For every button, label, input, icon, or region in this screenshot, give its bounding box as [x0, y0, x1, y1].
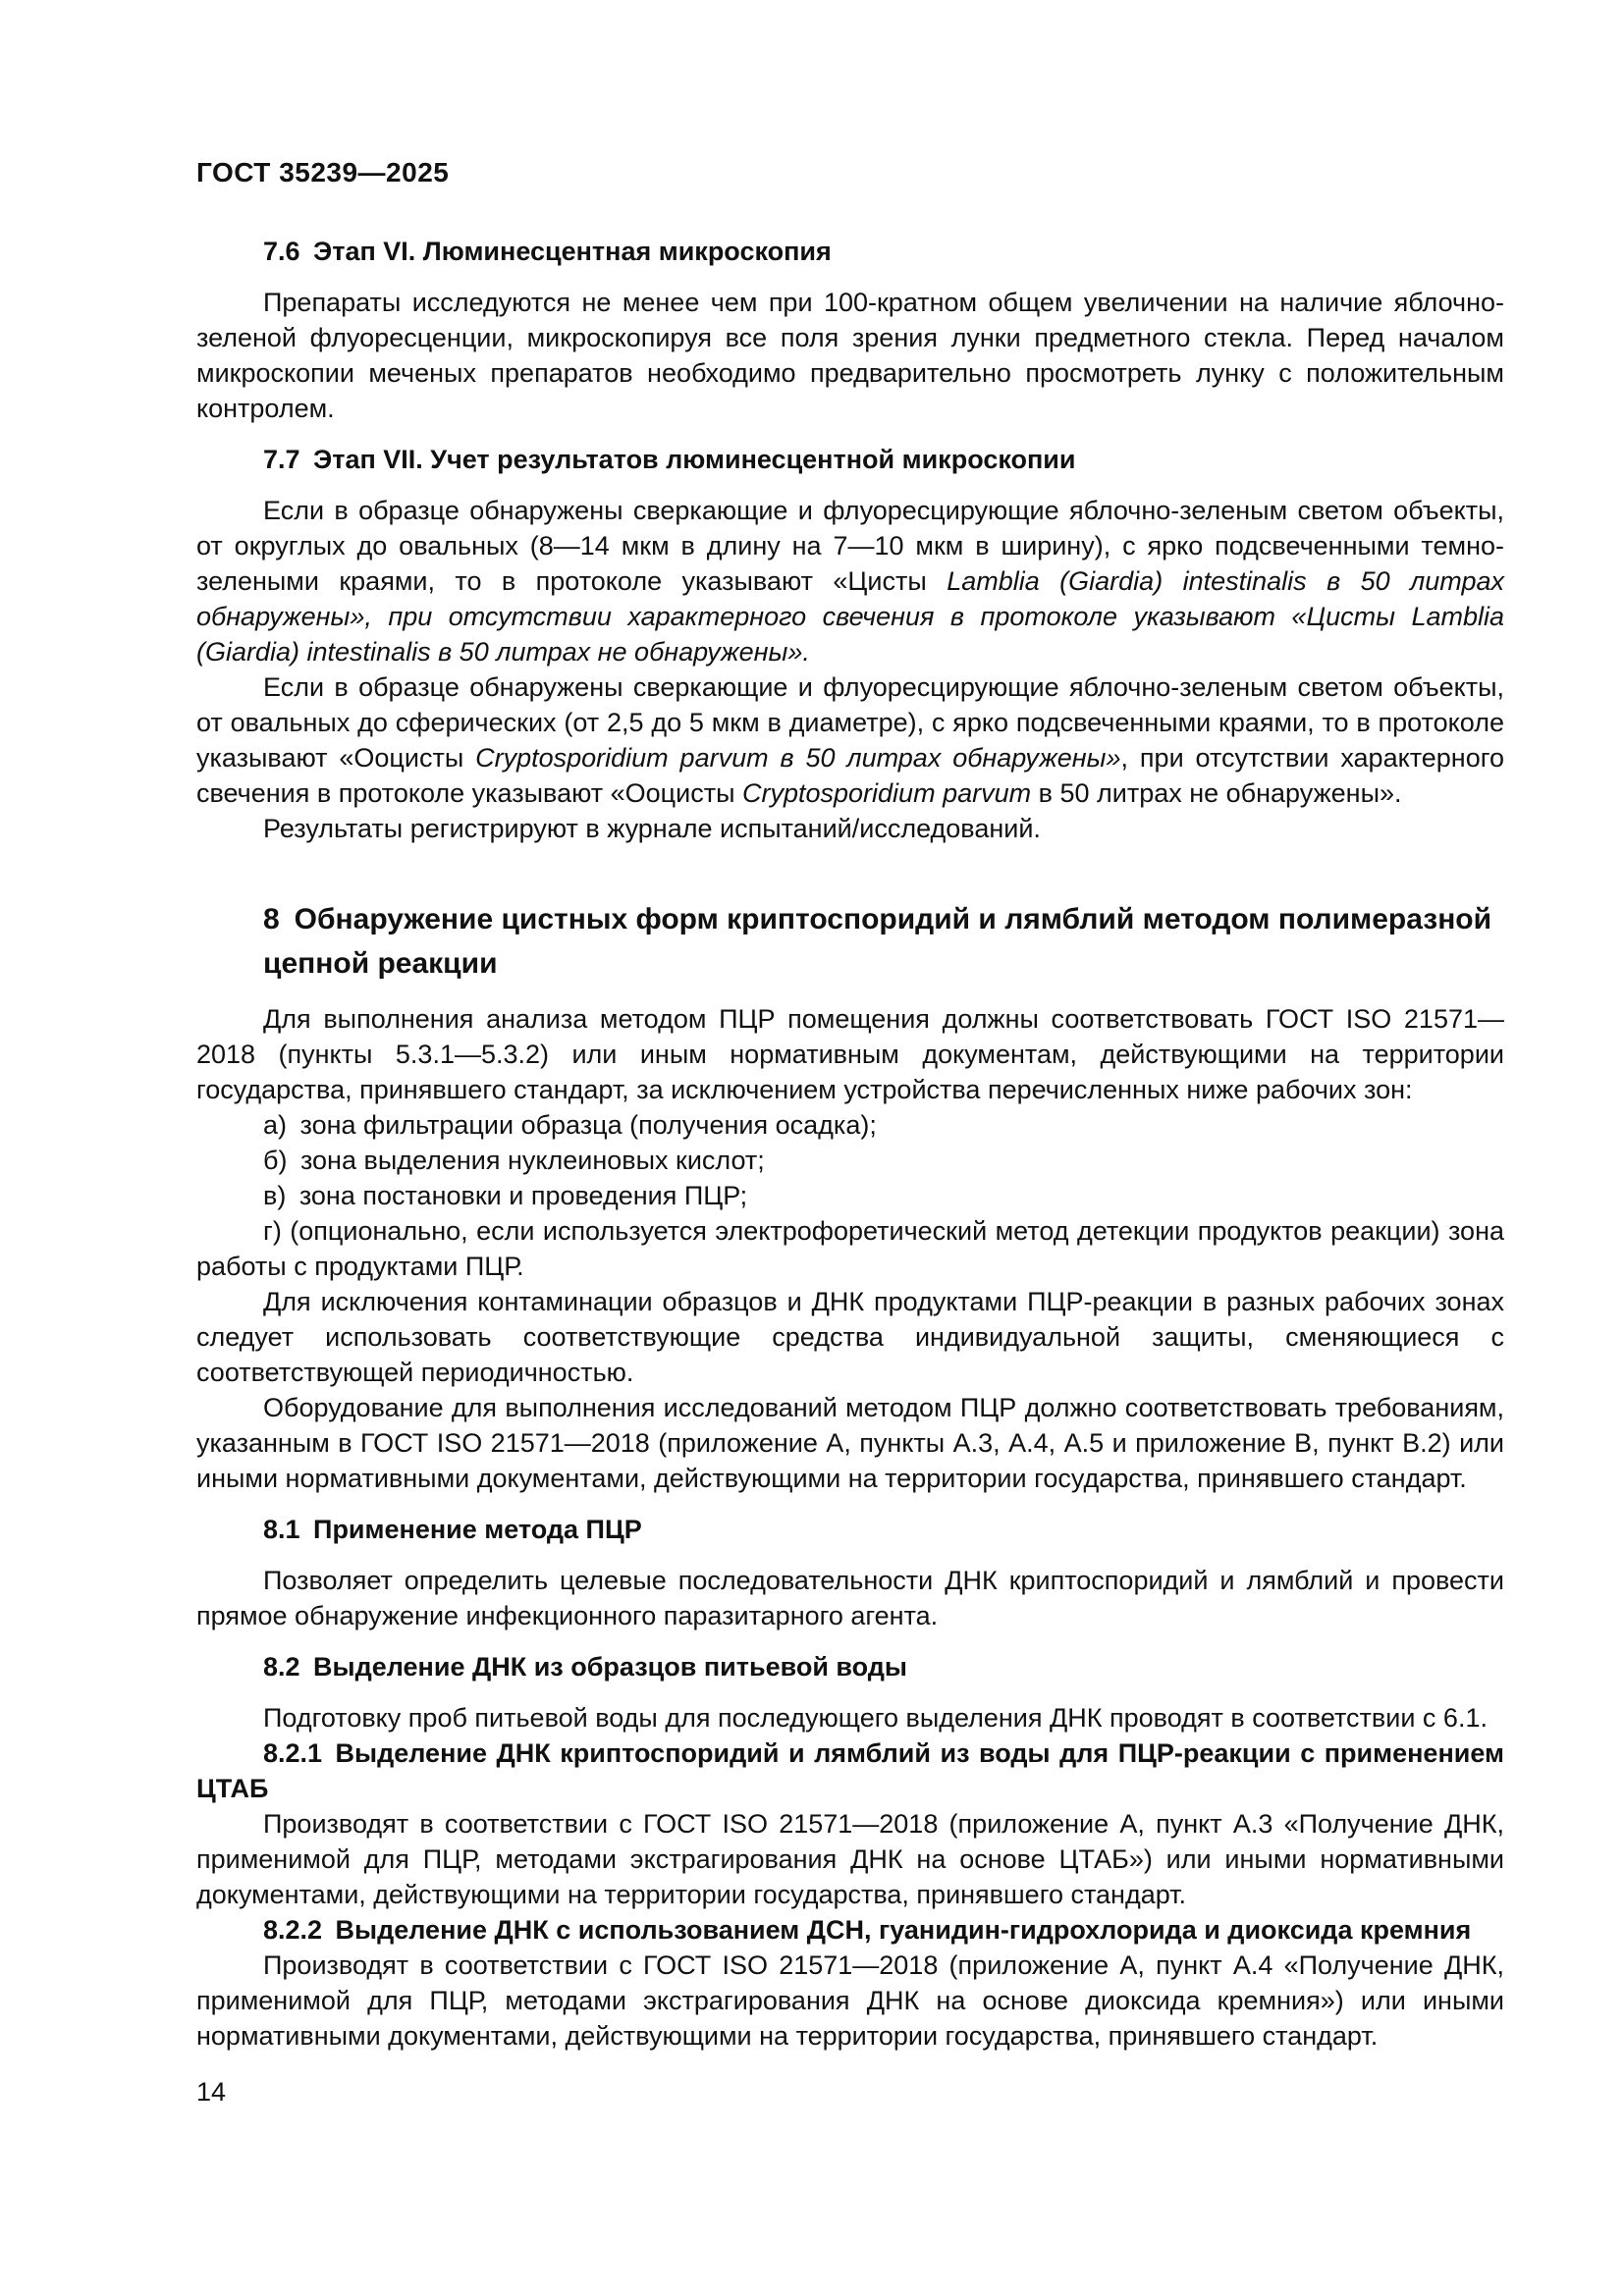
- list-item-a: а) зона фильтрации образца (получения осадка);: [263, 1110, 877, 1140]
- text-run-italic: Cryptosporidium parvum: [742, 778, 1032, 808]
- heading-7-7: 7.7 Этап VII. Учет результатов люминесцентной микроскопии: [263, 445, 1076, 474]
- heading-8: 8 Обнаружение цистных форм криптоспоридий и лямблий методом полимеразной цепной реакции: [263, 903, 1492, 980]
- para-7-7-1: [196, 493, 1504, 669]
- para-8-intro: Для выполнения анализа методом ПЦР помещения должны соответствовать ГОСТ ISO 21571—2018 (пункты 5.3.1—5.3.2) или иным нормативным документам, действующими на территории государства, принявшего стандарт, за исключением устройства перечисленных ниже рабочих зон:: [196, 1004, 1504, 1104]
- heading-7-6: 7.6 Этап VI. Люминесцентная микроскопия: [263, 237, 832, 266]
- text-run-italic: Cryptosporidium parvum в 50 литрах обнаружены»: [475, 743, 1121, 773]
- text-run: , при отсутствии характерного свечения в протоколе указывают «Ооцисты: [196, 743, 1504, 808]
- subheading-8-2-1: 8.2.1 Выделение ДНК криптоспоридий и лямблий из воды для ПЦР-реакции с применением ЦТАБ: [196, 1738, 1504, 1803]
- page-number: 14: [196, 2077, 227, 2107]
- para-8-contamination: Для исключения контаминации образцов и ДНК продуктами ПЦР-реакции в разных рабочих зонах следует использовать соответствующие средства индивидуальной защиты, сменяющиеся с соответствующей периодичностью.: [196, 1287, 1504, 1387]
- list-item-v: в) зона постановки и проведения ПЦР;: [263, 1181, 748, 1210]
- para-7-6: Препараты исследуются не менее чем при 100-кратном общем увеличении на наличие яблочно-зеленой флуоресценции, микроскопируя все поля зрения лунки предметного стекла. Перед началом микроскопии меченых препаратов необходимо предварительно просмотреть лунку с положительным контролем.: [196, 288, 1504, 423]
- para-8-2-2: Производят в соответствии с ГОСТ ISO 21571—2018 (приложение А, пункт А.4 «Получение ДНК, применимой для ПЦР, методами экстрагирования ДНК на основе диоксида кремния») или иными нормативными документами, действующими на территории государства, принявшего стандарт.: [196, 1950, 1504, 2051]
- list-item-g: г) (опционально, если используется электрофоретический метод детекции продуктов реакции) зона работы с продуктами ПЦР.: [196, 1216, 1504, 1281]
- text-run: Если в образце обнаружены сверкающие и флуоресцирующие яблочно-зеленым светом объекты, от округлых до овальных (8—14 мкм в длину на 7—10 мкм в ширину), с ярко подсвеченными темно-зелеными краями, то в протоколе указывают «Цисты: [196, 496, 1504, 596]
- para-8-2-1: Производят в соответствии с ГОСТ ISO 21571—2018 (приложение А, пункт А.3 «Получение ДНК, применимой для ПЦР, методами экстрагирования ДНК на основе ЦТАБ») или иными нормативными документами, действующими на территории государства, принявшего стандарт.: [196, 1809, 1504, 1909]
- heading-8-1: 8.1 Применение метода ПЦР: [263, 1515, 642, 1544]
- para-8-1: Позволяет определить целевые последовательности ДНК криптоспоридий и лямблий и провести прямое обнаружение инфекционного паразитарного агента.: [196, 1566, 1504, 1630]
- text-run-italic: Lamblia (Giardia) intestinalis в 50 литрах обнаружены», при отсутствии характерного свечения в протоколе указывают «Цисты Lamblia (Giardia) intestinalis в 50 литрах не обнаружены».: [196, 566, 1505, 667]
- heading-8-2: 8.2 Выделение ДНК из образцов питьевой воды: [263, 1652, 907, 1682]
- list-item-b: б) зона выделения нуклеиновых кислот;: [263, 1146, 765, 1175]
- para-8-equipment: Оборудование для выполнения исследований методом ПЦР должно соответствовать требованиям, указанным в ГОСТ ISO 21571—2018 (приложение А, пункты А.3, А.4, А.5 и приложение В, пункт В.2) или иными нормативными документами, действующими на территории государства, принявшего стандарт.: [196, 1393, 1504, 1493]
- text-run: в 50 литрах не обнаружены».: [1031, 778, 1402, 808]
- text-run: Если в образце обнаружены сверкающие и флуоресцирующие яблочно-зеленым светом объекты, от овальных до сферических (от 2,5 до 5 мкм в диаметре), с ярко подсвеченными краями, то в протоколе указывают «Ооцисты: [196, 672, 1504, 773]
- para-7-7-2: [196, 669, 1504, 811]
- document-content: [196, 155, 1504, 2054]
- subheading-8-2-2: 8.2.2 Выделение ДНК с использованием ДСН, гуанидин-гидрохлорида и диоксида кремния: [263, 1915, 1472, 1945]
- document-code: ГОСТ 35239—2025: [196, 157, 450, 187]
- para-8-2: Подготовку проб питьевой воды для последующего выделения ДНК проводят в соответствии с 6.1.: [263, 1703, 1488, 1733]
- para-7-7-3: Результаты регистрируют в журнале испытаний/исследований.: [263, 814, 1041, 843]
